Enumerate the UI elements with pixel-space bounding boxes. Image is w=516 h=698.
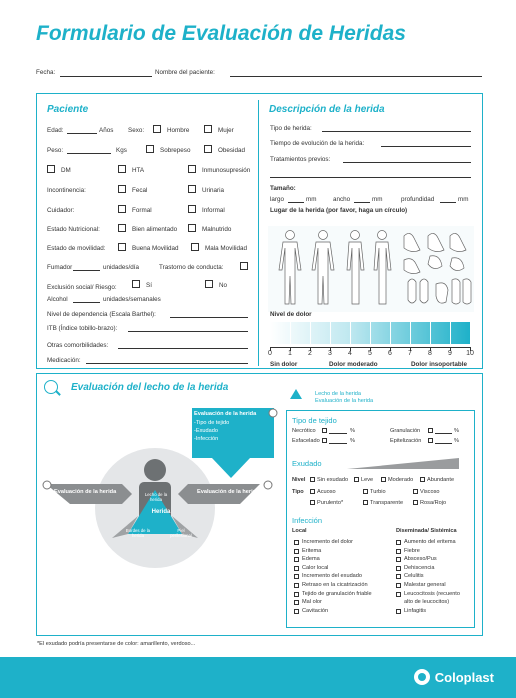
hta-checkbox[interactable] — [118, 165, 126, 173]
sin-dolor-label: Sin dolor — [270, 361, 298, 368]
fecal-checkbox[interactable] — [118, 185, 126, 193]
malnutrido-checkbox[interactable] — [188, 224, 196, 232]
abundante-label: Abundante — [427, 477, 455, 483]
coloplast-logo — [414, 669, 494, 685]
epitelizacion-pct: % — [454, 438, 459, 444]
pain-scale-number[interactable]: 7 — [408, 350, 412, 357]
pain-scale-number[interactable]: 10 — [466, 350, 474, 357]
sobrepeso-label: Sobrepeso — [160, 147, 191, 154]
fecha-label: Fecha: — [36, 69, 56, 76]
local_items-checkbox[interactable] — [294, 583, 299, 588]
pain-scale-number[interactable]: 0 — [268, 350, 272, 357]
local_items-label: Incremento del exudado — [302, 573, 363, 580]
wound-bed-diagram — [40, 408, 280, 608]
informal-checkbox[interactable] — [188, 205, 196, 213]
sexo-label: Sexo: — [128, 127, 145, 134]
body-location-diagram[interactable] — [268, 226, 474, 312]
profundidad-label: profundidad — [401, 196, 435, 203]
panel-item-infeccion: -Infección — [194, 436, 219, 442]
purulento-checkbox[interactable] — [310, 500, 315, 505]
form-title: Formulario de Evaluación de Heridas — [36, 22, 406, 45]
unidades-dia-label: unidades/día — [103, 264, 140, 271]
alcohol-field[interactable] — [73, 302, 100, 303]
si-checkbox[interactable] — [132, 280, 140, 288]
tratamientos-field[interactable] — [343, 162, 471, 163]
sist_items-label: Aumento del eritema — [404, 539, 456, 545]
necrotico-checkbox[interactable] — [322, 428, 327, 433]
sist_items-label: Absceso/Pus — [404, 556, 437, 563]
sist_items-label: Celulitis — [404, 573, 424, 580]
dm-label: DM — [61, 167, 71, 174]
esfacelado-field[interactable] — [329, 443, 347, 444]
kgs-label: Kgs — [116, 147, 127, 154]
incontinencia-label: Incontinencia: — [47, 187, 86, 194]
necrotico-label: Necrótico — [292, 428, 316, 434]
esfacelado-pct: % — [350, 438, 355, 444]
bien-alimentado-label: Bien alimentado — [132, 226, 178, 233]
lugar-label: Lugar de la herida (por favor, haga un círculo) — [270, 207, 408, 214]
acuoso-label: Acuoso — [317, 489, 336, 495]
local_items-checkbox[interactable] — [294, 557, 299, 562]
sist_items-label: alto de leucocitos) — [404, 599, 450, 606]
medicacion-label: Medicación: — [47, 357, 81, 364]
epitelizacion-field[interactable] — [435, 443, 452, 444]
buena-movilidad-label: Buena Movilidad — [132, 245, 179, 252]
column-divider — [258, 100, 259, 366]
leve-checkbox[interactable] — [354, 477, 359, 482]
local_items-checkbox[interactable] — [294, 592, 299, 597]
exudado-level-wedge — [347, 458, 459, 469]
tipo-herida-label: Tipo de herida: — [270, 125, 312, 132]
sist_items-checkbox[interactable] — [396, 592, 401, 597]
largo-mm-label: mm — [306, 196, 317, 203]
infeccion-title: Infección — [292, 516, 323, 525]
sist_items-checkbox[interactable] — [396, 583, 401, 588]
footer-bar — [0, 657, 516, 698]
no-checkbox[interactable] — [205, 280, 213, 288]
nivel-dolor-label: Nivel de dolor — [270, 311, 312, 318]
dolor-insoportable-label: Dolor insoportable — [411, 361, 467, 368]
legend-sub: Evaluación de la herida — [315, 398, 374, 404]
pain-scale-number[interactable]: 6 — [388, 350, 392, 357]
nutricional-label: Estado Nutricional: — [47, 226, 100, 233]
tiempo-field[interactable] — [381, 146, 471, 147]
granulacion-checkbox[interactable] — [428, 428, 433, 433]
local_items-label: Retraso en la cicatrización — [302, 582, 368, 588]
local_items-checkbox[interactable] — [294, 574, 299, 579]
diseminada-label: Diseminada/ Sistémica — [396, 528, 457, 534]
informal-label: Informal — [202, 207, 225, 214]
panel-item-tejido: -Tipo de tejido — [194, 420, 230, 426]
inmuno-checkbox[interactable] — [188, 165, 196, 173]
tratamientos-field-2[interactable] — [270, 177, 471, 178]
edad-label: Edad: — [47, 127, 64, 134]
buena-movilidad-checkbox[interactable] — [118, 243, 126, 251]
mujer-label: Mujer — [218, 127, 234, 134]
legend-title: Lecho de la herida — [315, 391, 362, 397]
largo-label: largo — [270, 196, 285, 203]
panel-title: Evaluación de la herida — [194, 411, 257, 417]
sobrepeso-checkbox[interactable] — [146, 145, 154, 153]
comorbilidades-field[interactable] — [118, 348, 248, 349]
trastorno-checkbox[interactable] — [240, 262, 248, 270]
hta-label: HTA — [132, 167, 145, 174]
exclusion-label: Exclusión social/ Riesgo: — [47, 284, 117, 291]
transparente-checkbox[interactable] — [363, 500, 368, 505]
sist_items-checkbox[interactable] — [396, 540, 401, 545]
medicacion-field[interactable] — [86, 363, 248, 364]
pain-scale-number[interactable]: 9 — [448, 350, 452, 357]
local_items-label: Edema — [302, 556, 320, 563]
malnutrido-label: Malnutrido — [202, 226, 232, 233]
purulento-label: Purulento* — [317, 500, 344, 506]
local_items-checkbox[interactable] — [294, 540, 299, 545]
right-panel-label: Evaluación de la herida — [197, 489, 260, 495]
left-panel-label: Evaluación de la herida — [54, 489, 117, 495]
paciente-title: Paciente — [47, 104, 89, 115]
urinaria-label: Urinaria — [202, 187, 225, 194]
dependencia-field[interactable] — [170, 317, 248, 318]
necrotico-pct: % — [350, 428, 355, 434]
local_items-label: Eritema — [302, 547, 322, 554]
profundidad-mm-label: mm — [458, 196, 469, 203]
fumador-label: Fumador — [47, 264, 73, 271]
center-top-label: Lecho de la herida — [144, 492, 168, 502]
tipo-herida-field[interactable] — [322, 131, 471, 132]
exudado-title: Exudado — [292, 459, 322, 468]
brand-name: Coloplast — [434, 669, 494, 685]
local_items-checkbox[interactable] — [294, 566, 299, 571]
mujer-checkbox[interactable] — [204, 125, 212, 133]
nivel-label: Nivel — [292, 477, 306, 483]
local_items-label: Incremento del dolor — [302, 539, 353, 545]
ancho-field[interactable] — [354, 202, 370, 203]
sin-exudado-checkbox[interactable] — [310, 477, 315, 482]
moderado-checkbox[interactable] — [381, 477, 386, 482]
coloplast-logo-icon — [414, 669, 430, 685]
sist_items-checkbox[interactable] — [396, 566, 401, 571]
mala-movilidad-label: Mala Movilidad — [205, 245, 247, 252]
mala-movilidad-checkbox[interactable] — [191, 243, 199, 251]
pain-scale-number[interactable]: 5 — [368, 350, 372, 357]
esfacelado-checkbox[interactable] — [322, 438, 327, 443]
local-label: Local — [292, 528, 307, 534]
trastorno-label: Trastorno de conducta: — [159, 264, 224, 271]
pain-scale-number[interactable]: 1 — [288, 350, 292, 357]
itb-label: ITB (Índice tobillo-brazo): — [47, 325, 118, 332]
sist_items-label: Fiebre — [404, 547, 420, 554]
bien-alimentado-checkbox[interactable] — [118, 224, 126, 232]
turbio-label: Turbio — [370, 489, 386, 495]
formal-label: Formal — [132, 207, 152, 214]
panel-item-exudado: -Exudado — [194, 428, 218, 434]
tipo-label: Tipo — [292, 489, 304, 495]
viscoso-checkbox[interactable] — [413, 489, 418, 494]
legend-triangle-icon — [290, 389, 302, 399]
peso-field[interactable] — [67, 153, 111, 154]
fecal-label: Fecal — [132, 187, 148, 194]
sist_items-label: Malestar general — [404, 582, 446, 588]
pain-scale-number[interactable]: 4 — [348, 350, 352, 357]
sist_items-checkbox[interactable] — [396, 557, 401, 562]
rosa-rojo-checkbox[interactable] — [413, 500, 418, 505]
nombre-label: Nombre del paciente: — [155, 69, 215, 76]
fumador-field[interactable] — [73, 270, 100, 271]
transparente-label: Transparente — [370, 500, 404, 506]
local_items-label: Mal olor — [302, 599, 322, 606]
local_items-label: Tejido de granulación friable — [302, 590, 372, 597]
sist_items-label: Dehiscencia — [404, 564, 435, 571]
alcohol-label: Alcohol — [47, 296, 68, 303]
granulacion-label: Granulación — [390, 428, 421, 434]
peso-label: Peso: — [47, 147, 64, 154]
sist_items-label: Linfagitis — [404, 607, 427, 614]
viscoso-label: Viscoso — [420, 489, 440, 495]
granulacion-pct: % — [454, 428, 459, 434]
pain-scale-number[interactable]: 2 — [308, 350, 312, 357]
granulacion-field[interactable] — [435, 433, 452, 434]
abundante-checkbox[interactable] — [420, 477, 425, 482]
ancho-mm-label: mm — [372, 196, 383, 203]
local_items-checkbox[interactable] — [294, 609, 299, 614]
movilidad-label: Estado de movilidad: — [47, 245, 106, 252]
rosa-rojo-label: Rosa/Rojo — [420, 500, 447, 506]
pain-scale-number[interactable]: 8 — [428, 350, 432, 357]
ancho-label: ancho — [333, 196, 351, 203]
footnote: *El exudado podría presentarse de color: amarillento, verdoso... — [37, 641, 196, 647]
sist_items-checkbox[interactable] — [396, 609, 401, 614]
sist_items-checkbox[interactable] — [396, 549, 401, 554]
itb-field[interactable] — [128, 331, 248, 332]
unidades-semanales-label: unidades/semanales — [103, 296, 161, 303]
anos-label: Años — [99, 127, 114, 134]
descripcion-title: Descripción de la herida — [269, 104, 385, 115]
moderado-label: Moderado — [388, 477, 414, 483]
tamano-label: Tamaño: — [270, 185, 296, 192]
epitelizacion-label: Epitelización — [390, 438, 422, 444]
sist_items-label: Leucocitosis (recuento — [404, 590, 460, 597]
inmuno-label: Inmunosupresión — [202, 167, 251, 174]
leve-label: Leve — [361, 477, 374, 483]
local_items-label: Cavitación — [302, 607, 329, 614]
local_items-checkbox[interactable] — [294, 549, 299, 554]
nombre-field[interactable] — [230, 76, 482, 77]
no-label: No — [219, 282, 228, 289]
obesidad-label: Obesidad — [218, 147, 245, 154]
cuidador-label: Cuidador: — [47, 207, 75, 214]
center-left-label: Bordes de la herida — [125, 528, 151, 538]
lecho-title: Evaluación del lecho de la herida — [71, 382, 229, 393]
dependencia-label: Nivel de dependencia (Escala Barthel): — [47, 311, 156, 318]
sist_items-checkbox[interactable] — [396, 574, 401, 579]
profundidad-field[interactable] — [440, 202, 456, 203]
edad-field[interactable] — [67, 133, 97, 134]
urinaria-checkbox[interactable] — [188, 185, 196, 193]
local_items-label: Calor local — [302, 564, 329, 571]
comorbilidades-label: Otras comorbilidades: — [47, 342, 109, 349]
tiempo-label: Tiempo de evolución de la herida: — [270, 140, 365, 147]
center-right-label: Piel perilesional — [170, 528, 192, 538]
sin-exudado-label: Sin exudado — [317, 477, 349, 483]
tejido-title: Tipo de tejido — [292, 416, 337, 425]
dm-checkbox[interactable] — [47, 165, 55, 173]
acuoso-checkbox[interactable] — [310, 489, 315, 494]
si-label: Sí — [146, 282, 152, 289]
largo-field[interactable] — [288, 202, 304, 203]
obesidad-checkbox[interactable] — [204, 145, 212, 153]
hombre-label: Hombre — [167, 127, 190, 134]
epitelizacion-checkbox[interactable] — [428, 438, 433, 443]
tratamientos-label: Tratamientos previos: — [270, 156, 331, 163]
turbio-checkbox[interactable] — [363, 489, 368, 494]
center-label: Herida — [151, 509, 171, 515]
necrotico-field[interactable] — [329, 433, 347, 434]
local_items-checkbox[interactable] — [294, 600, 299, 605]
esfacelado-label: Esfacelado — [292, 438, 320, 444]
hombre-checkbox[interactable] — [153, 125, 161, 133]
formal-checkbox[interactable] — [118, 205, 126, 213]
pain-scale-number[interactable]: 3 — [328, 350, 332, 357]
dolor-moderado-label: Dolor moderado — [329, 361, 378, 368]
fecha-field[interactable] — [60, 76, 152, 77]
